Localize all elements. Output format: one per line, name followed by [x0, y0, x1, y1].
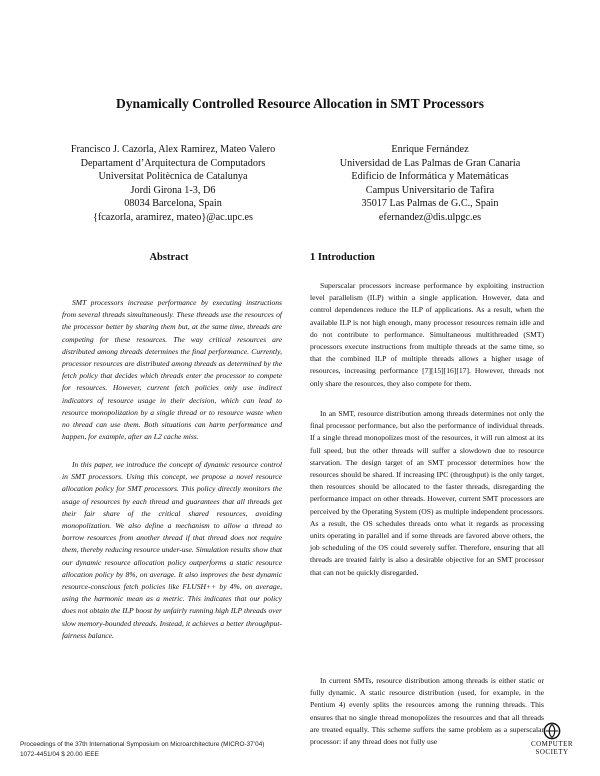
abstract-paragraph-1: SMT processors increase performance by executing instructions from several threads simultaneously. These threads use the resources of the processor better by sharing them but, at the same time, threads are competing for these resources. The way critical resources are distributed among threads determines the final performance. Currently, processor resources are distributed among threads as determined by the fetch policy that decides which threads enter the processor to compete for resources. However, current fetch policies only use indirect indicators of resource usage in their decision, which can lead to resource monopolization by a single thread or to resource waste when no thread can use them. Both situations can harm performance and happen, for example, after an L2 cache miss.	[62, 298, 282, 442]
author-department: Edificio de Informática y Matemáticas	[351, 171, 509, 182]
logo-text-society: SOCIETY	[535, 748, 569, 756]
author-block-upc	[48, 143, 298, 224]
abstract-heading: Abstract	[149, 252, 189, 263]
author-university: Universidad de Las Palmas de Gran Canaria	[339, 157, 521, 169]
introduction-paragraph-2: In an SMT, resource distribution among threads determines not only the final processor performance, but also the performance of individual threads. If a single thread monopolizes most of the resources, it will run almost at its full speed, but the other threads will suffer a slowdown due to resource starvation. The design target of an SMT processor determines how the resources should be shared. If increasing IPC (throughput) is the only target, then resources should be allocated to the faster threads, disregarding the performance impact on other threads. However, current SMT processors are perceived by the Operating System (OS) as multiple independent processors. As a result, the OS schedules threads onto what it regards as processing units operating in parallel and if some threads are favored above others, the job scheduling of the OS could severely suffer. Therefore, ensuring that all threads are treated fairly is also a desirable objective for an SMT processor that can not be quickly disregarded.	[310, 409, 544, 577]
author-city: 08034 Barcelona, Spain	[124, 198, 222, 209]
paper-title: Dynamically Controlled Resource Allocation in SMT Processors	[116, 96, 484, 111]
author-block-ulpgc	[305, 143, 555, 224]
logo-text-computer: COMPUTER	[530, 740, 574, 748]
proceedings-footer: Proceedings of the 37th International Symposium on Microarchitecture (MICRO-37’04)	[20, 741, 265, 748]
copyright-footer: 1072-4451/04 $ 20.00 IEEE	[20, 751, 99, 758]
introduction-paragraph-1: Superscalar processors increase performance by exploiting instruction level parallelism (ILP) within a single application. However, data and control dependences reduce the ILP of applications. As a result, when the available ILP is not high enough, many processor resources remain idle and do not contribute to performance. Simultaneous multithreaded (SMT) processors execute instructions from multiple threads at the same time, so that the combined ILP of multiple threads allows a higher usage of resources, increasing performance [7][15][16][17]. However, threads not only share the resources, they also compete for them.	[310, 281, 544, 388]
author-city: 35017 Las Palmas de G.C., Spain	[361, 198, 499, 209]
author-campus: Campus Universitario de Tafira	[365, 184, 495, 196]
introduction-heading: 1 Introduction	[310, 252, 375, 263]
author-street: Jordi Girona 1-3, D6	[130, 184, 216, 196]
author-names: Francisco J. Cazorla, Alex Ramirez, Mateo Valero	[70, 144, 276, 155]
author-email: efernandez@dis.ulpgc.es	[378, 211, 482, 223]
computer-society-logo	[520, 722, 584, 762]
computer-society-emblem-icon	[543, 722, 561, 740]
author-university: Universitat Politècnica de Catalunya	[98, 171, 248, 182]
author-names: Enrique Fernández	[391, 144, 469, 155]
abstract-paragraph-2: In this paper, we introduce the concept of dynamic resource control in SMT processors. Using this concept, we propose a novel resource allocation policy for SMT processors. This policy directly monitors the usage of resources by each thread and guarantees that all threads get their fair share of the critical shared resources, avoiding monopolization. We also define a mechanism to allow a thread to borrow resources from another thread if that thread does not require them, thereby reducing resource under-use. Simulation results show that our dynamic resource allocation policy outperforms a static resource allocation policy by 8%, on average. It also improves the best dynamic resource-conscious fetch policies like FLUSH++ by 4%, on average, using the harmonic mean as a metric. This indicates that our policy does not obtain the ILP boost by unfairly running high ILP threads over slow memory-bounded threads. Instead, it achieves a better throughput-fairness balance.	[62, 460, 282, 640]
author-email: {fcazorla, aramirez, mateo}@ac.upc.es	[93, 211, 253, 223]
author-department: Departament d’Arquitectura de Computadors	[80, 157, 266, 169]
introduction-paragraph-3: In current SMTs, resource distribution among threads is either static or fully dynamic. A static resource distribution (used, for example, in the Pentium 4) evenly splits the resources among the running threads. This ensures that no single thread monopolizes the resources and that all threads are treated equally. This scheme suffers the same problem as a superscalar processor: if any thread does not fully use	[310, 676, 544, 747]
